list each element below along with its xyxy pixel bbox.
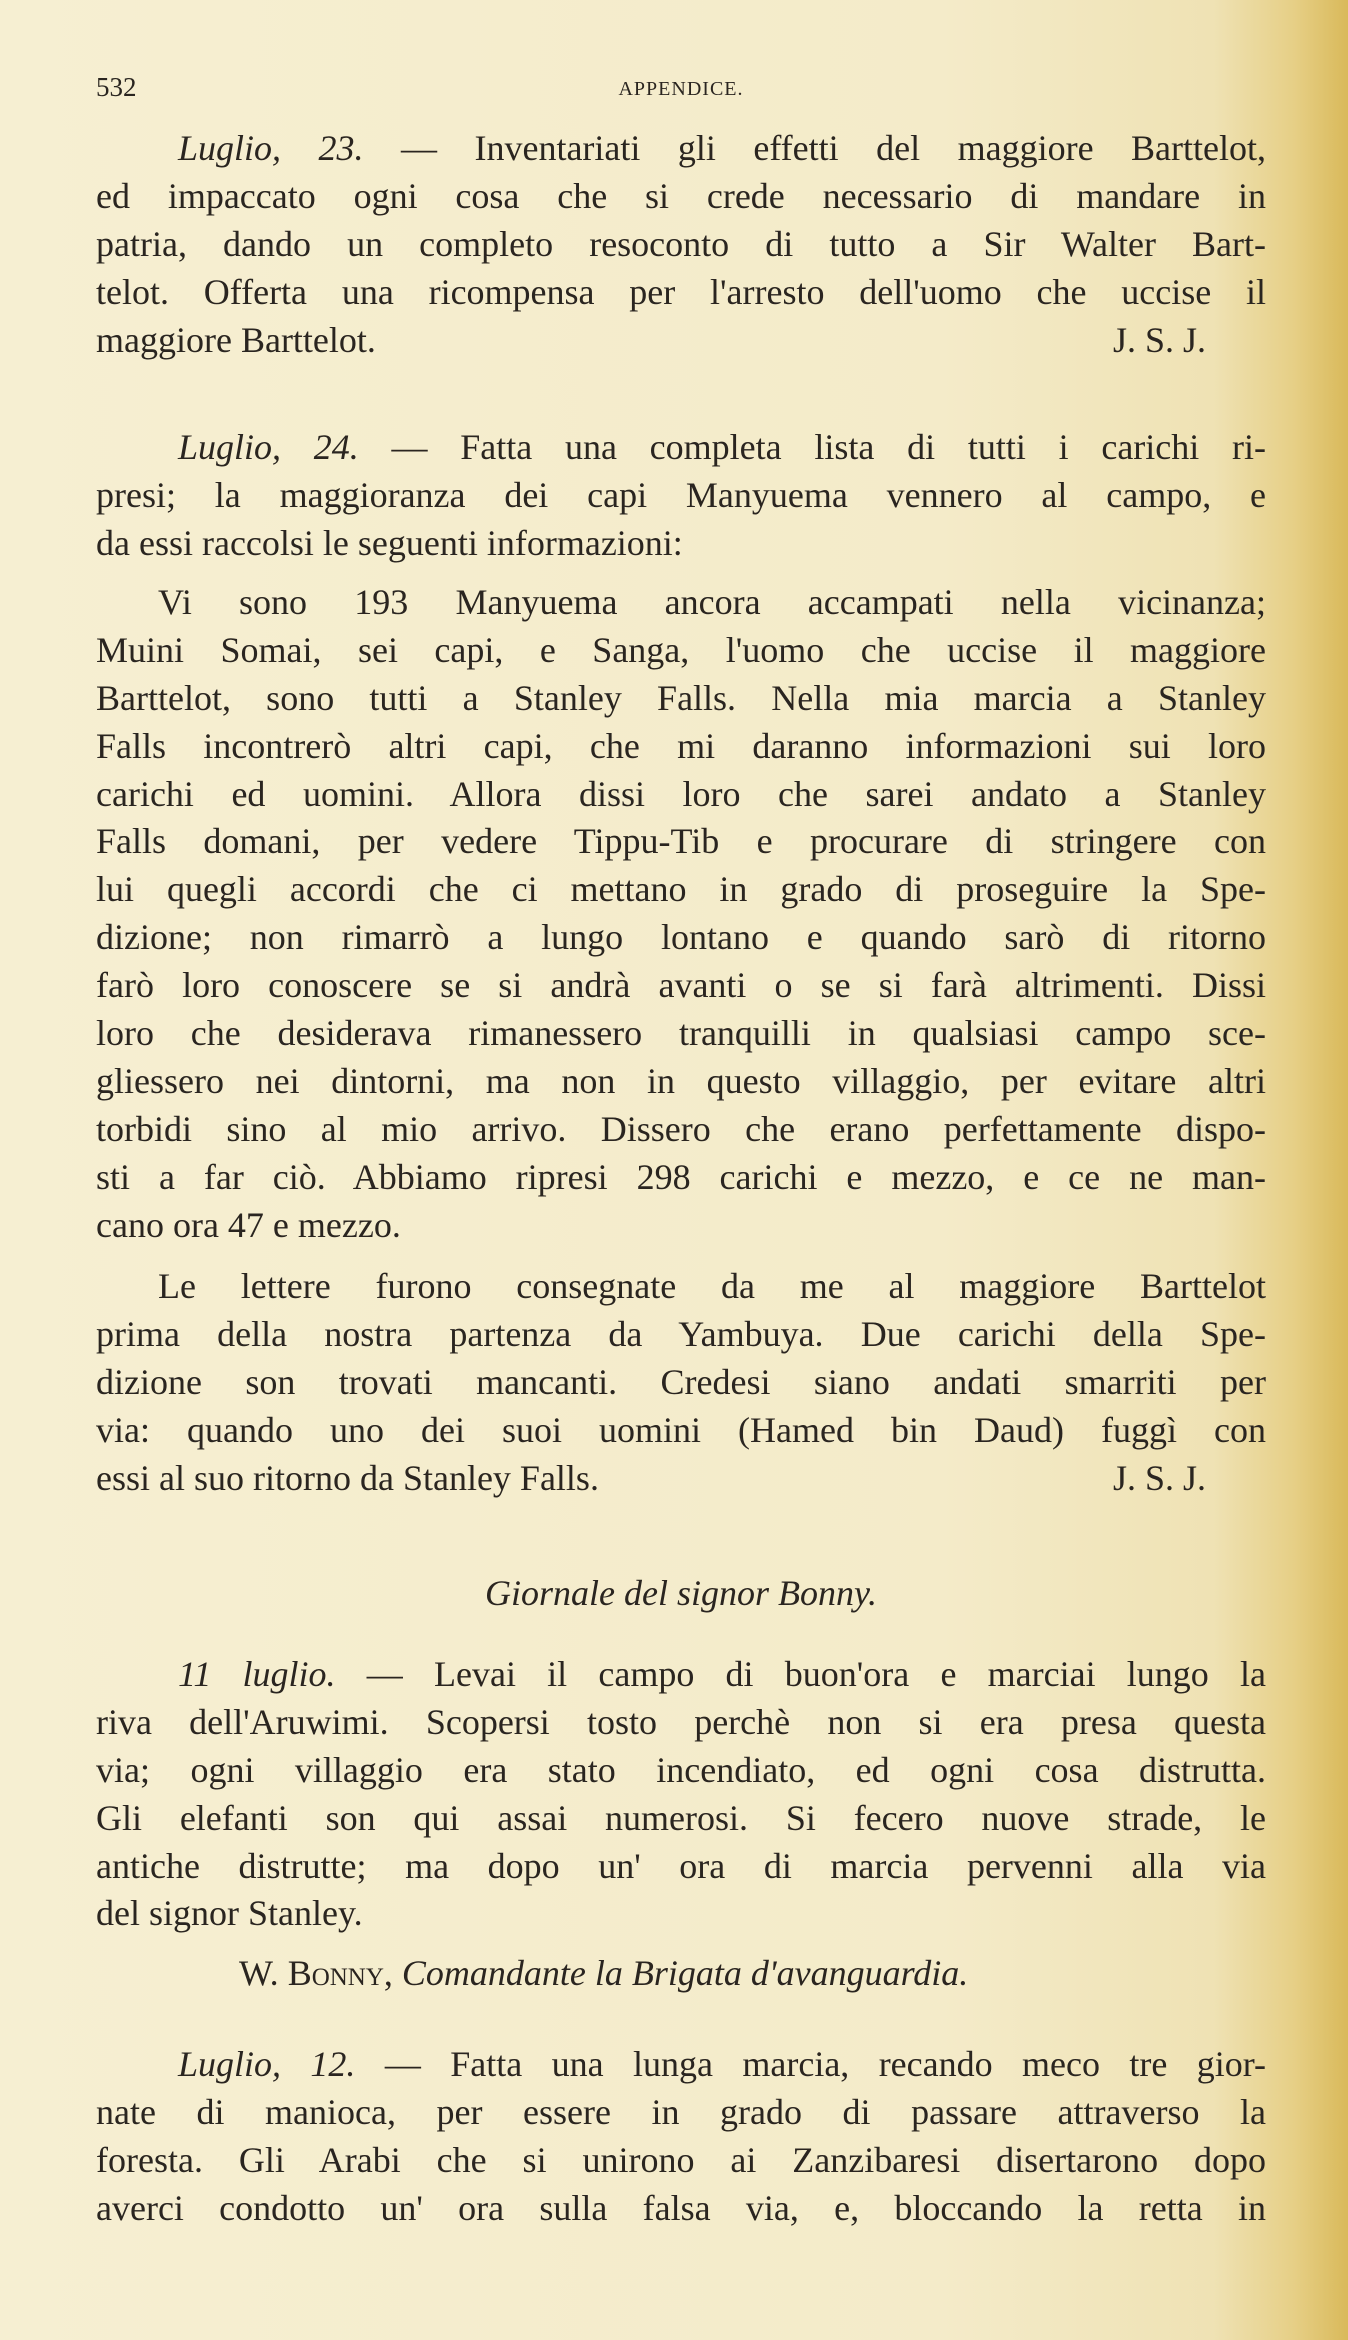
signature-name: Bonny, (287, 1953, 393, 1993)
text-line (96, 221, 1266, 269)
entry-date: Luglio, 23. (178, 128, 364, 168)
line-text: via; ogni villaggio era stato incendiato, ed ogni cosa distrutta. (96, 1749, 1266, 1790)
text-line (96, 1795, 1266, 1843)
line-text: averci condotto un' ora sulla falsa via, e, bloccando la retta in (96, 2187, 1266, 2228)
line-text: Le lettere furono consegnate da me al maggiore Barttelot (158, 1266, 1266, 1306)
section-heading: Giornale del signor Bonny. (485, 1573, 877, 1613)
text-line (96, 1311, 1266, 1359)
text-line (96, 317, 1266, 365)
line-text: torbidi sino al mio arrivo. Dissero che erano perfettamente dispo- (96, 1108, 1266, 1149)
line-text: presi; la maggioranza dei capi Manyuema vennero al campo, e (96, 474, 1266, 515)
text-line (96, 1106, 1266, 1154)
line-text: dizione; non rimarrò a lungo lontano e quando sarò di ritorno (96, 917, 1266, 958)
line-text: farò loro conoscere se si andrà avanti o se si farà altrimenti. Dissi (96, 965, 1266, 1006)
text-line (96, 2185, 1266, 2233)
text-line (96, 1407, 1266, 1455)
line-text: Falls domani, per vedere Tippu-Tib e procurare di stringere con (96, 821, 1266, 862)
text-line (96, 2137, 1266, 2185)
line-text: — Fatta una completa lista di tutti i carichi ri- (358, 427, 1266, 467)
line-text: del signor Stanley. (96, 1893, 363, 1934)
line-text: telot. Offerta una ricompensa per l'arresto dell'uomo che uccise il (96, 271, 1266, 312)
initials-signature: J. S. J. (1112, 1457, 1206, 1498)
text-line (96, 424, 1266, 472)
text-line (96, 2089, 1266, 2137)
text-line (96, 1651, 1266, 1699)
entry-date: Luglio, 12. (178, 2044, 356, 2084)
text-line (96, 269, 1266, 317)
text-line (96, 1359, 1266, 1407)
text-line (96, 1843, 1266, 1891)
line-text: loro che desiderava rimanessero tranquilli in qualsiasi campo sce- (96, 1013, 1266, 1054)
text-line (96, 173, 1266, 221)
line-text: essi al suo ritorno da Stanley Falls. (96, 1457, 599, 1498)
initials-signature: J. S. J. (1112, 319, 1206, 360)
line-text: prima della nostra partenza da Yambuya. Due carichi della Spe- (96, 1313, 1266, 1354)
line-text: Falls incontrerò altri capi, che mi daranno informazioni sui loro (96, 725, 1266, 766)
text-line (96, 472, 1266, 520)
line-text: via: quando uno dei suoi uomini (Hamed bin Daud) fuggì con (96, 1409, 1266, 1450)
text-line (96, 914, 1266, 962)
text-line (96, 579, 1266, 627)
text-line (96, 723, 1266, 771)
text-line (96, 520, 1266, 568)
line-text: maggiore Barttelot. (96, 319, 376, 360)
signature-block (239, 1950, 1239, 1998)
text-line (96, 771, 1266, 819)
text-line (96, 962, 1266, 1010)
entry-date: Luglio, 24. (178, 427, 359, 467)
text-line (96, 675, 1266, 723)
line-text: patria, dando un completo resoconto di tutto a Sir Walter Bart- (96, 223, 1266, 264)
text-line (96, 2041, 1266, 2089)
entry-luglio-23 (96, 125, 1266, 364)
line-text: Gli elefanti son qui assai numerosi. Si fecero nuove strade, le (96, 1797, 1266, 1838)
entry-11-luglio (96, 1651, 1266, 1938)
line-text: foresta. Gli Arabi che si unirono ai Zanzibaresi disertarono dopo (96, 2139, 1266, 2180)
line-text: nate di manioca, per essere in grado di passare attraverso la (96, 2091, 1266, 2132)
text-line (96, 1699, 1266, 1747)
line-text: gliessero nei dintorni, ma non in questo villaggio, per evitare altri (96, 1060, 1266, 1101)
paragraph-lettere (96, 1263, 1266, 1502)
line-text: Muini Somai, sei capi, e Sanga, l'uomo che uccise il maggiore (96, 629, 1266, 670)
line-text: riva dell'Aruwimi. Scopersi tosto perchè non si era presa questa (96, 1701, 1266, 1742)
line-text: — Fatta una lunga marcia, recando meco tre gior- (355, 2044, 1267, 2084)
line-text: dizione son trovati mancanti. Credesi siano andati smarriti per (96, 1361, 1266, 1402)
text-line (96, 818, 1266, 866)
paragraph-manyuema (96, 579, 1266, 1249)
text-line (96, 1058, 1266, 1106)
line-text: — Levai il campo di buon'ora e marciai lungo la (335, 1654, 1266, 1694)
line-text: da essi raccolsi le seguenti informazioni: (96, 522, 683, 563)
running-title: APPENDICE. (618, 78, 744, 100)
line-text: carichi ed uomini. Allora dissi loro che sarei andato a Stanley (96, 773, 1266, 814)
entry-luglio-12 (96, 2041, 1266, 2233)
line-text: sti a far ciò. Abbiamo ripresi 298 carichi e mezzo, e ce ne man- (96, 1156, 1266, 1197)
signature-initial: W. (239, 1953, 288, 1993)
page-number: 532 (96, 72, 137, 102)
text-line (96, 1890, 1266, 1938)
text-line (96, 627, 1266, 675)
section-heading-block (96, 1570, 1266, 1618)
line-text: — Inventariati gli effetti del maggiore Barttelot, (363, 128, 1266, 168)
signature-title: Comandante la Brigata d'avanguardia. (392, 1953, 969, 1993)
running-header (96, 72, 1266, 112)
line-text: ed impaccato ogni cosa che si crede necessario di mandare in (96, 175, 1266, 216)
line-text: cano ora 47 e mezzo. (96, 1204, 401, 1245)
line-text: antiche distrutte; ma dopo un' ora di marcia pervenni alla via (96, 1845, 1266, 1886)
line-text: Barttelot, sono tutti a Stanley Falls. Nella mia marcia a Stanley (96, 677, 1266, 718)
text-line (96, 1154, 1266, 1202)
line-text: lui quegli accordi che ci mettano in grado di proseguire la Spe- (96, 869, 1266, 910)
entry-date: 11 luglio. (178, 1654, 336, 1694)
text-line (96, 125, 1266, 173)
text-line (96, 1202, 1266, 1250)
text-line (96, 1455, 1266, 1503)
line-text: Vi sono 193 Manyuema ancora accampati nella vicinanza; (158, 582, 1266, 622)
text-line (96, 1263, 1266, 1311)
text-line (96, 1010, 1266, 1058)
text-line (96, 1747, 1266, 1795)
entry-luglio-24 (96, 424, 1266, 568)
signature-line (239, 1950, 1239, 1998)
text-line (96, 866, 1266, 914)
